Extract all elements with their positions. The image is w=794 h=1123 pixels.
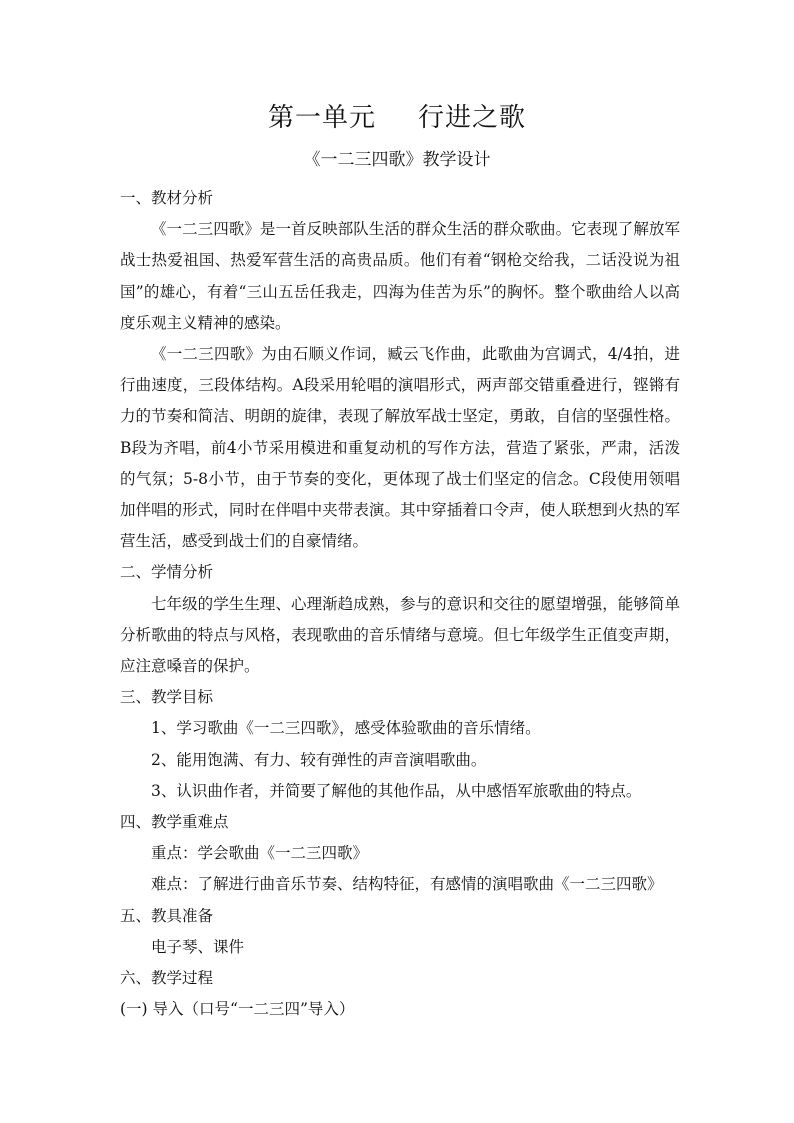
section-heading-teaching-process: 六、教学过程 <box>120 969 214 988</box>
section-heading-student-analysis: 二、学情分析 <box>120 563 214 582</box>
document-title <box>0 101 794 135</box>
objective-item-3: 3、认识曲作者，并简要了解他的其他作品，从中感悟军旅歌曲的特点。 <box>151 781 642 800</box>
section-heading-objectives: 三、教学目标 <box>120 688 214 707</box>
objective-item-2: 2、能用饱满、有力、较有弹性的声音演唱歌曲。 <box>151 750 487 769</box>
difficult-point-text: 难点：了解进行曲音乐节奏、结构特征，有感情的演唱歌曲《一二三四歌》 <box>151 875 663 894</box>
subsection-introduction: (一) 导入（口号“一二三四”导入） <box>120 1000 355 1019</box>
unit-theme: 行进之歌 <box>418 103 527 133</box>
document-body <box>120 183 680 1025</box>
unit-label: 第一单元 <box>267 103 376 133</box>
teaching-aids-text: 电子琴、课件 <box>151 937 245 956</box>
section-heading-material-analysis: 一、教材分析 <box>120 189 214 207</box>
section-heading-key-points: 四、教学重难点 <box>120 813 229 832</box>
key-point-text: 重点：学会歌曲《一二三四歌》 <box>151 844 369 863</box>
objective-item-1: 1、学习歌曲《一二三四歌》，感受体验歌曲的音乐情绪。 <box>151 719 541 738</box>
section-heading-teaching-aids: 五、教具准备 <box>120 906 214 925</box>
document-subtitle: 《一二三四歌》教学设计 <box>303 150 491 170</box>
paragraph-student-1: 七年级的学生生理、心理渐趋成熟，参与的意识和交往的愿望增强，能够简单分析歌曲的特点与风格，表现歌曲的音乐情绪与意境。但七年级学生正值变声期，应注意嗓音的保护。 <box>120 594 680 676</box>
paragraph-material-2: 《一二三四歌》为由石顺义作词，臧云飞作曲，此歌曲为宫调式，4/4拍，进行曲速度，三段体结构。A段采用轮唱的演唱形式，两声部交错重叠进行，铿锵有力的节奏和简洁、明朗的旋律，表现了解放军战士坚定，勇敢，自信的坚强性格。B段为齐唱，前4小节采用模进和重复动机的写作方法，营造了紧张，严肃，活泼的气氛；5-8小节，由于节奏的变化，更体现了战士们坚定的信念。C段使用领唱加伴唱的形式，同时在伴唱中夹带表演。其中穿插着口令声，使人联想到火热的军营生活，感受到战士们的自豪情绪。 <box>120 345 680 551</box>
paragraph-material-1: 《一二三四歌》是一首反映部队生活的群众生活的群众歌曲。它表现了解放军战士热爱祖国、热爱军营生活的高贵品质。他们有着“钢枪交给我，二话没说为祖国”的雄心，有着“三山五岳任我走，四海为佳苦为乐”的胸怀。整个歌曲给人以高度乐观主义精神的感染。 <box>120 220 680 332</box>
